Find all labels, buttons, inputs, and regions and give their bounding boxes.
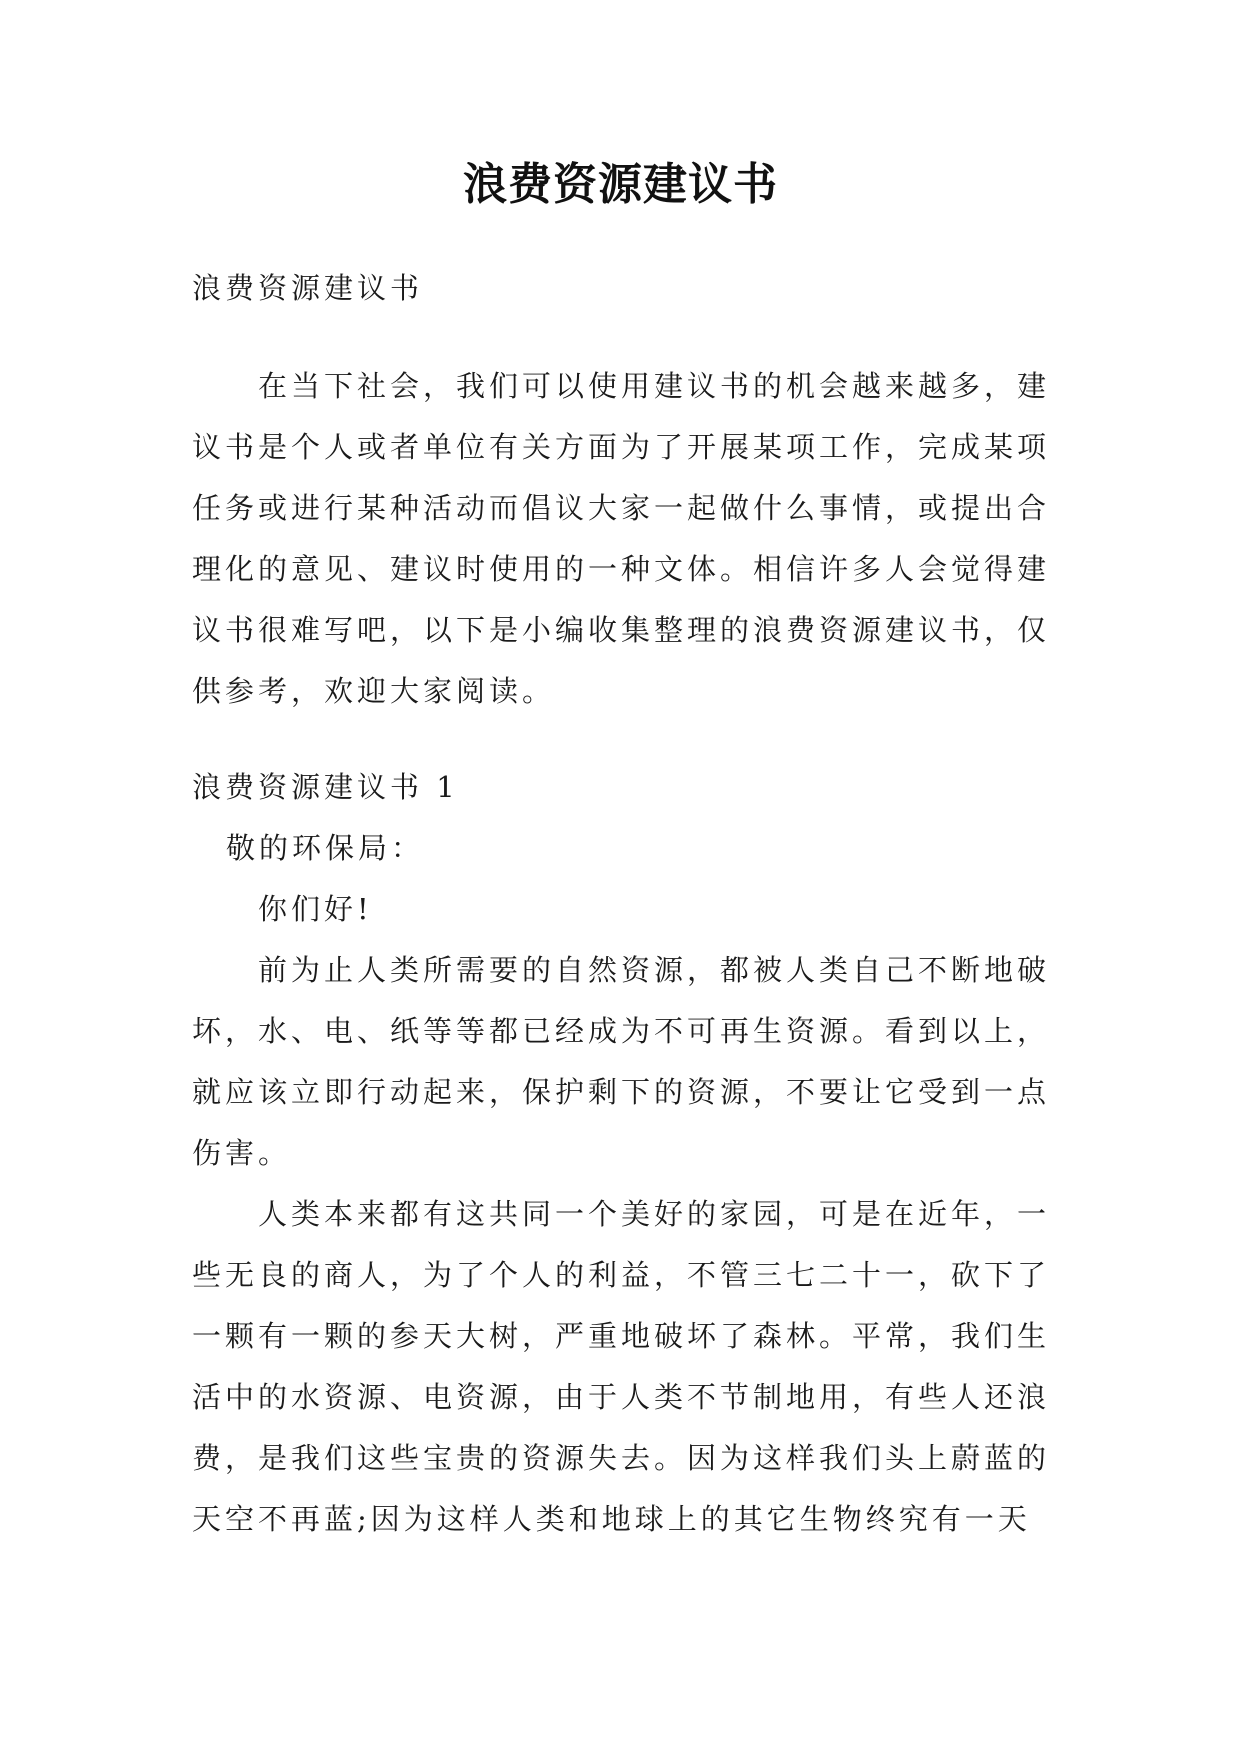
intro-line: 在当下社会，我们可以使用建议书的机会越来越多，建 bbox=[258, 369, 1051, 403]
intro-line: 供参考，欢迎大家阅读。 bbox=[192, 674, 556, 708]
document-subtitle-block bbox=[192, 258, 1062, 319]
intro-line: 议书很难写吧，以下是小编收集整理的浪费资源建议书，仅 bbox=[192, 613, 1051, 647]
document-subtitle: 浪费资源建议书 bbox=[192, 271, 424, 305]
intro-paragraph bbox=[192, 356, 1062, 722]
intro-line: 议书是个人或者单位有关方面为了开展某项工作，完成某项 bbox=[192, 430, 1051, 464]
paragraph2-line: 人类本来都有这共同一个美好的家园，可是在近年，一 bbox=[258, 1197, 1051, 1231]
document-title: 浪费资源建议书 bbox=[463, 159, 778, 210]
paragraph1-line: 伤害。 bbox=[192, 1136, 292, 1170]
intro-line: 理化的意见、建议时使用的一种文体。相信许多人会觉得建 bbox=[192, 552, 1051, 586]
paragraph2-line: 天空不再蓝;因为这样人类和地球上的其它生物终究有一天 bbox=[192, 1502, 1031, 1536]
paragraph1-line: 坏，水、电、纸等等都已经成为不可再生资源。看到以上， bbox=[192, 1014, 1051, 1048]
paragraph2-line: 些无良的商人，为了个人的利益，不管三七二十一，砍下了 bbox=[192, 1258, 1051, 1292]
paragraph1-line: 前为止人类所需要的自然资源，都被人类自己不断地破 bbox=[258, 953, 1051, 987]
paragraph2-line: 一颗有一颗的参天大树，严重地破坏了森林。平常，我们生 bbox=[192, 1319, 1051, 1353]
paragraph2-line: 费，是我们这些宝贵的资源失去。因为这样我们头上蔚蓝的 bbox=[192, 1441, 1051, 1475]
intro-line: 任务或进行某种活动而倡议大家一起做什么事情，或提出合 bbox=[192, 491, 1051, 525]
section-heading: 浪费资源建议书 1 bbox=[192, 770, 459, 804]
letter-section bbox=[192, 757, 1062, 1550]
greeting: 你们好! bbox=[258, 892, 373, 926]
salutation: 敬的环保局： bbox=[226, 831, 425, 865]
paragraph1-line: 就应该立即行动起来，保护剩下的资源，不要让它受到一点 bbox=[192, 1075, 1051, 1109]
paragraph2-line: 活中的水资源、电资源，由于人类不节制地用，有些人还浪 bbox=[192, 1380, 1051, 1414]
